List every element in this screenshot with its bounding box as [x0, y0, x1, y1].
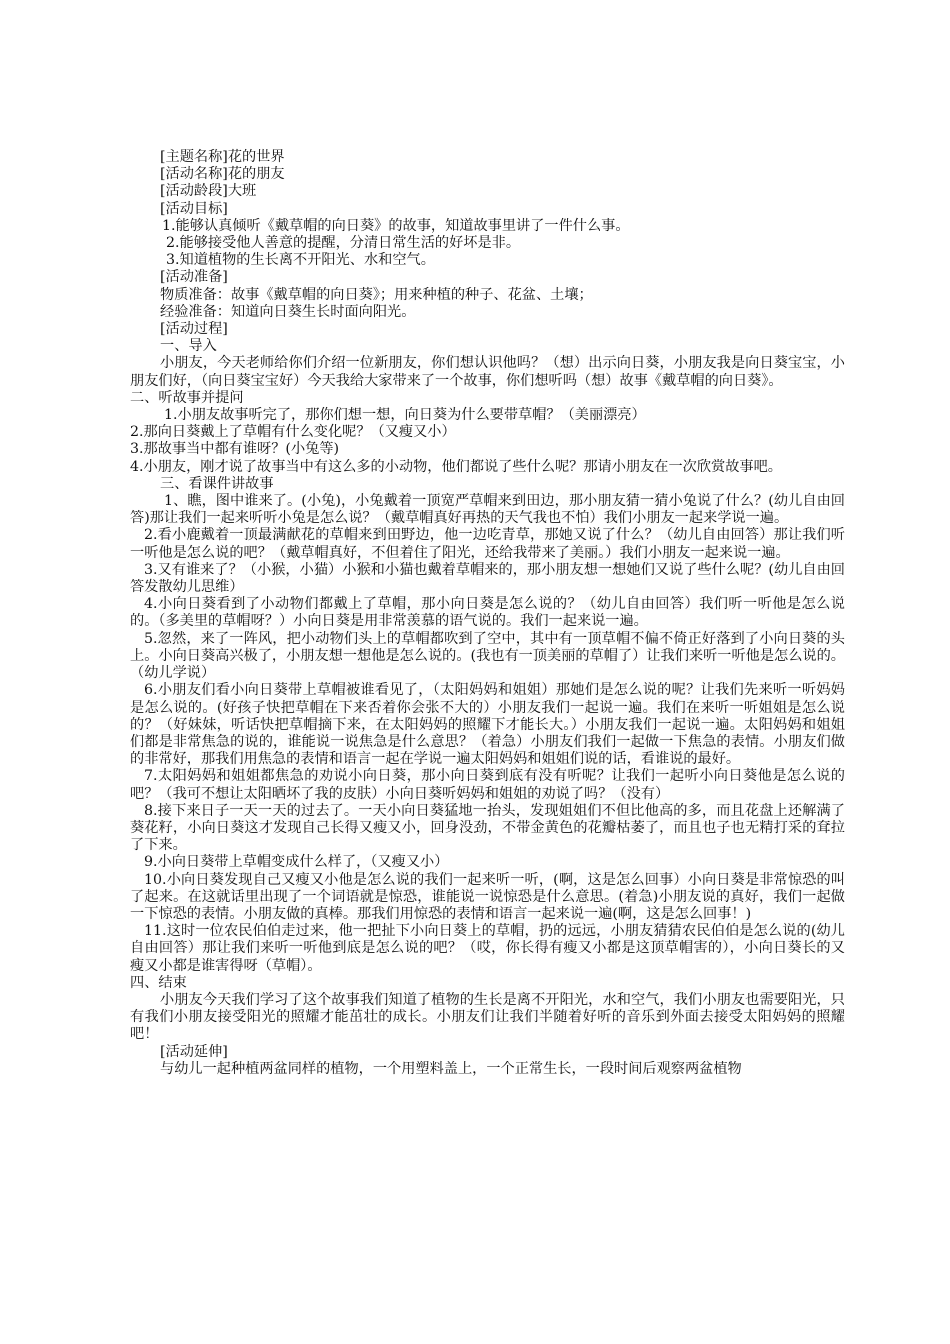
question-3: 3.那故事当中都有谁呀？(小兔等): [130, 441, 340, 458]
activity-line: [活动名称]花的朋友: [160, 166, 285, 183]
story-item-9: 9.小向日葵带上草帽变成什么样了，（又瘦又小）: [144, 854, 449, 871]
story-item-11: 11.这时一位农民伯伯走过来，他一把扯下小向日葵上的草帽，扔的远远，小朋友猜猜农民伯伯是怎么说的(幼儿自由回答）那让我们来听一听他到底是怎么说的吧？（哎，你长得有瘦又小都是这顶草帽害的），小向日葵长的又瘦又小都是谁害得呀（草帽）。: [130, 923, 845, 974]
goal-3: 3.知道植物的生长离不开阳光、水和空气。: [166, 252, 435, 269]
section-4-text: 小朋友今天我们学习了这个故事我们知道了植物的生长是离不开阳光，水和空气，我们小朋友也需要阳光，只有我们小朋友接受阳光的照耀才能茁壮的成长。小朋友们让我们半随着好听的音乐到外面去接受太阳妈妈的照耀吧！: [130, 991, 845, 1043]
section-2-title: 二、听故事并提问: [130, 389, 244, 406]
prep-experience: 经验准备：知道向日葵生长时面向阳光。: [160, 303, 416, 320]
lesson-plan-body: [130, 149, 845, 1078]
story-item-5: 5.忽然，来了一阵风，把小动物们头上的草帽都吹到了空中，其中有一顶草帽不偏不倚正好落到了小向日葵的头上。小向日葵高兴极了，小朋友想一想他是怎么说的。(我也有一顶美丽的草帽了）让我们来听一听他是怎么说的。（幼儿学说）: [130, 630, 845, 682]
extension-heading: [活动延伸]: [160, 1043, 228, 1060]
theme-line: [主题名称]花的世界: [160, 149, 285, 165]
extension-text: 与幼儿一起种植两盆同样的植物，一个用塑料盖上，一个正常生长，一段时间后观察两盆植物: [160, 1060, 742, 1077]
story-item-7: 7.太阳妈妈和姐姐都焦急的劝说小向日葵，那小向日葵到底有没有听呢？让我们一起听小向日葵他是怎么说的吧？（我可不想让太阳晒坏了我的皮肤）小向日葵听妈妈和姐姐的劝说了吗？（没有）: [130, 768, 845, 802]
goal-2: 2.能够接受他人善意的提醒，分清日常生活的好坏是非。: [166, 235, 521, 252]
goal-1: 1.能够认真倾听《戴草帽的向日葵》的故事，知道故事里讲了一件什么事。: [162, 217, 630, 234]
question-1: 1.小朋友故事听完了，那你们想一想，向日葵为什么要带草帽？（美丽漂亮）: [164, 407, 646, 424]
section-1-text: 小朋友，今天老师给你们介绍一位新朋友，你们想认识他吗？（想）出示向日葵，小朋友我是向日葵宝宝，小朋友们好，（向日葵宝宝好）今天我给大家带来了一个故事，你们想听吗（想）故事《戴草帽的向日葵》。: [130, 355, 845, 389]
story-item-2: 2.看小鹿戴着一顶最满献花的草帽来到田野边，他一边吃青草，那她又说了什么？（幼儿自由回答）那让我们听一听他是怎么说的吧？（戴草帽真好，不但着住了阳光，还给我带来了美丽。）我们小朋友一起来说一遍。: [130, 527, 845, 561]
story-item-6: 6.小朋友们看小向日葵带上草帽被谁看见了，（太阳妈妈和姐姐）那她们是怎么说的呢？让我们先来听一听妈妈是怎么说的。(好孩子快把草帽在下来否着你会张不大的）小朋友我们一起说一遍。我们在来听一听姐姐是怎么说的？（好妹妹，听话快把草帽摘下来，在太阳妈妈的照耀下才能长大。）小朋友我们一起说一遍。太阳妈妈和姐姐们都是非常焦急的说的，谁能说一说焦急是什么意思？（着急）小朋友们我们一起做一下焦急的表情。小朋友们做的非常好，那我们用焦急的表情和语言一起在学说一遍太阳妈妈和姐姐们说的话，看谁说的最好。: [130, 682, 845, 768]
age-line: [活动龄段]大班: [160, 183, 257, 200]
section-1-title: 一、导入: [160, 338, 217, 355]
story-item-3: 3.又有谁来了？（小猴，小猫）小猴和小猫也戴着草帽来的，那小朋友想一想她们又说了些什么呢？(幼儿自由回答发散幼儿思维）: [130, 561, 845, 596]
question-2: 2.那向日葵戴上了草帽有什么变化呢？（又瘦又小）: [130, 424, 456, 441]
story-item-4: 4.小向日葵看到了小动物们都戴上了草帽，那小向日葵是怎么说的？（幼儿自由回答）我们听一听他是怎么说的。（多美里的草帽呀？）小向日葵是用非常羡慕的语气说的。我们一起来说一遍。: [130, 596, 845, 630]
story-item-1: 1、瞧，图中谁来了。(小兔)，小兔戴着一顶宽严草帽来到田边，那小朋友猜一猜小兔说了什么？(幼儿自由回答)那让我们一起来听听小兔是怎么说？（戴草帽真好再热的天气我也不怕）我们小朋友一起来学说一遍。: [130, 493, 845, 527]
story-item-8: 8.接下来日子一天一天的过去了。一天小向日葵猛地一抬头，发现姐姐们不但比他高的多，而且花盘上还解满了葵花籽，小向日葵这才发现自己长得又瘦又小，回身没劲，不带金黄色的花瓣枯萎了，而且也子也无精打采的耷拉了下来。: [130, 802, 845, 854]
prep-heading: [活动准备]: [160, 269, 228, 286]
question-4: 4.小朋友，刚才说了故事当中有这么多的小动物，他们都说了些什么呢？那请小朋友在一次欣赏故事吧。: [130, 458, 782, 475]
goals-heading: [活动目标]: [160, 200, 228, 217]
process-heading: [活动过程]: [160, 321, 228, 338]
section-4-title: 四、结束: [130, 974, 187, 991]
prep-material: 物质准备：故事《戴草帽的向日葵》；用来种植的种子、花盆、土壤；: [160, 286, 593, 303]
story-item-10: 10.小向日葵发现自己又瘦又小他是怎么说的我们一起来听一听，(啊，这是怎么回事）小向日葵是非常惊恐的叫了起来。在这就话里出现了一个词语就是惊恐，谁能说一说惊恐是什么意思。(着急)小朋友说的真好，我们一起做一下惊恐的表情。小朋友做的真棒。那我们用惊恐的表情和语言一起来说一遍(啊，这是怎么回事！): [130, 871, 845, 922]
section-3-title: 三、看课件讲故事: [160, 475, 274, 492]
